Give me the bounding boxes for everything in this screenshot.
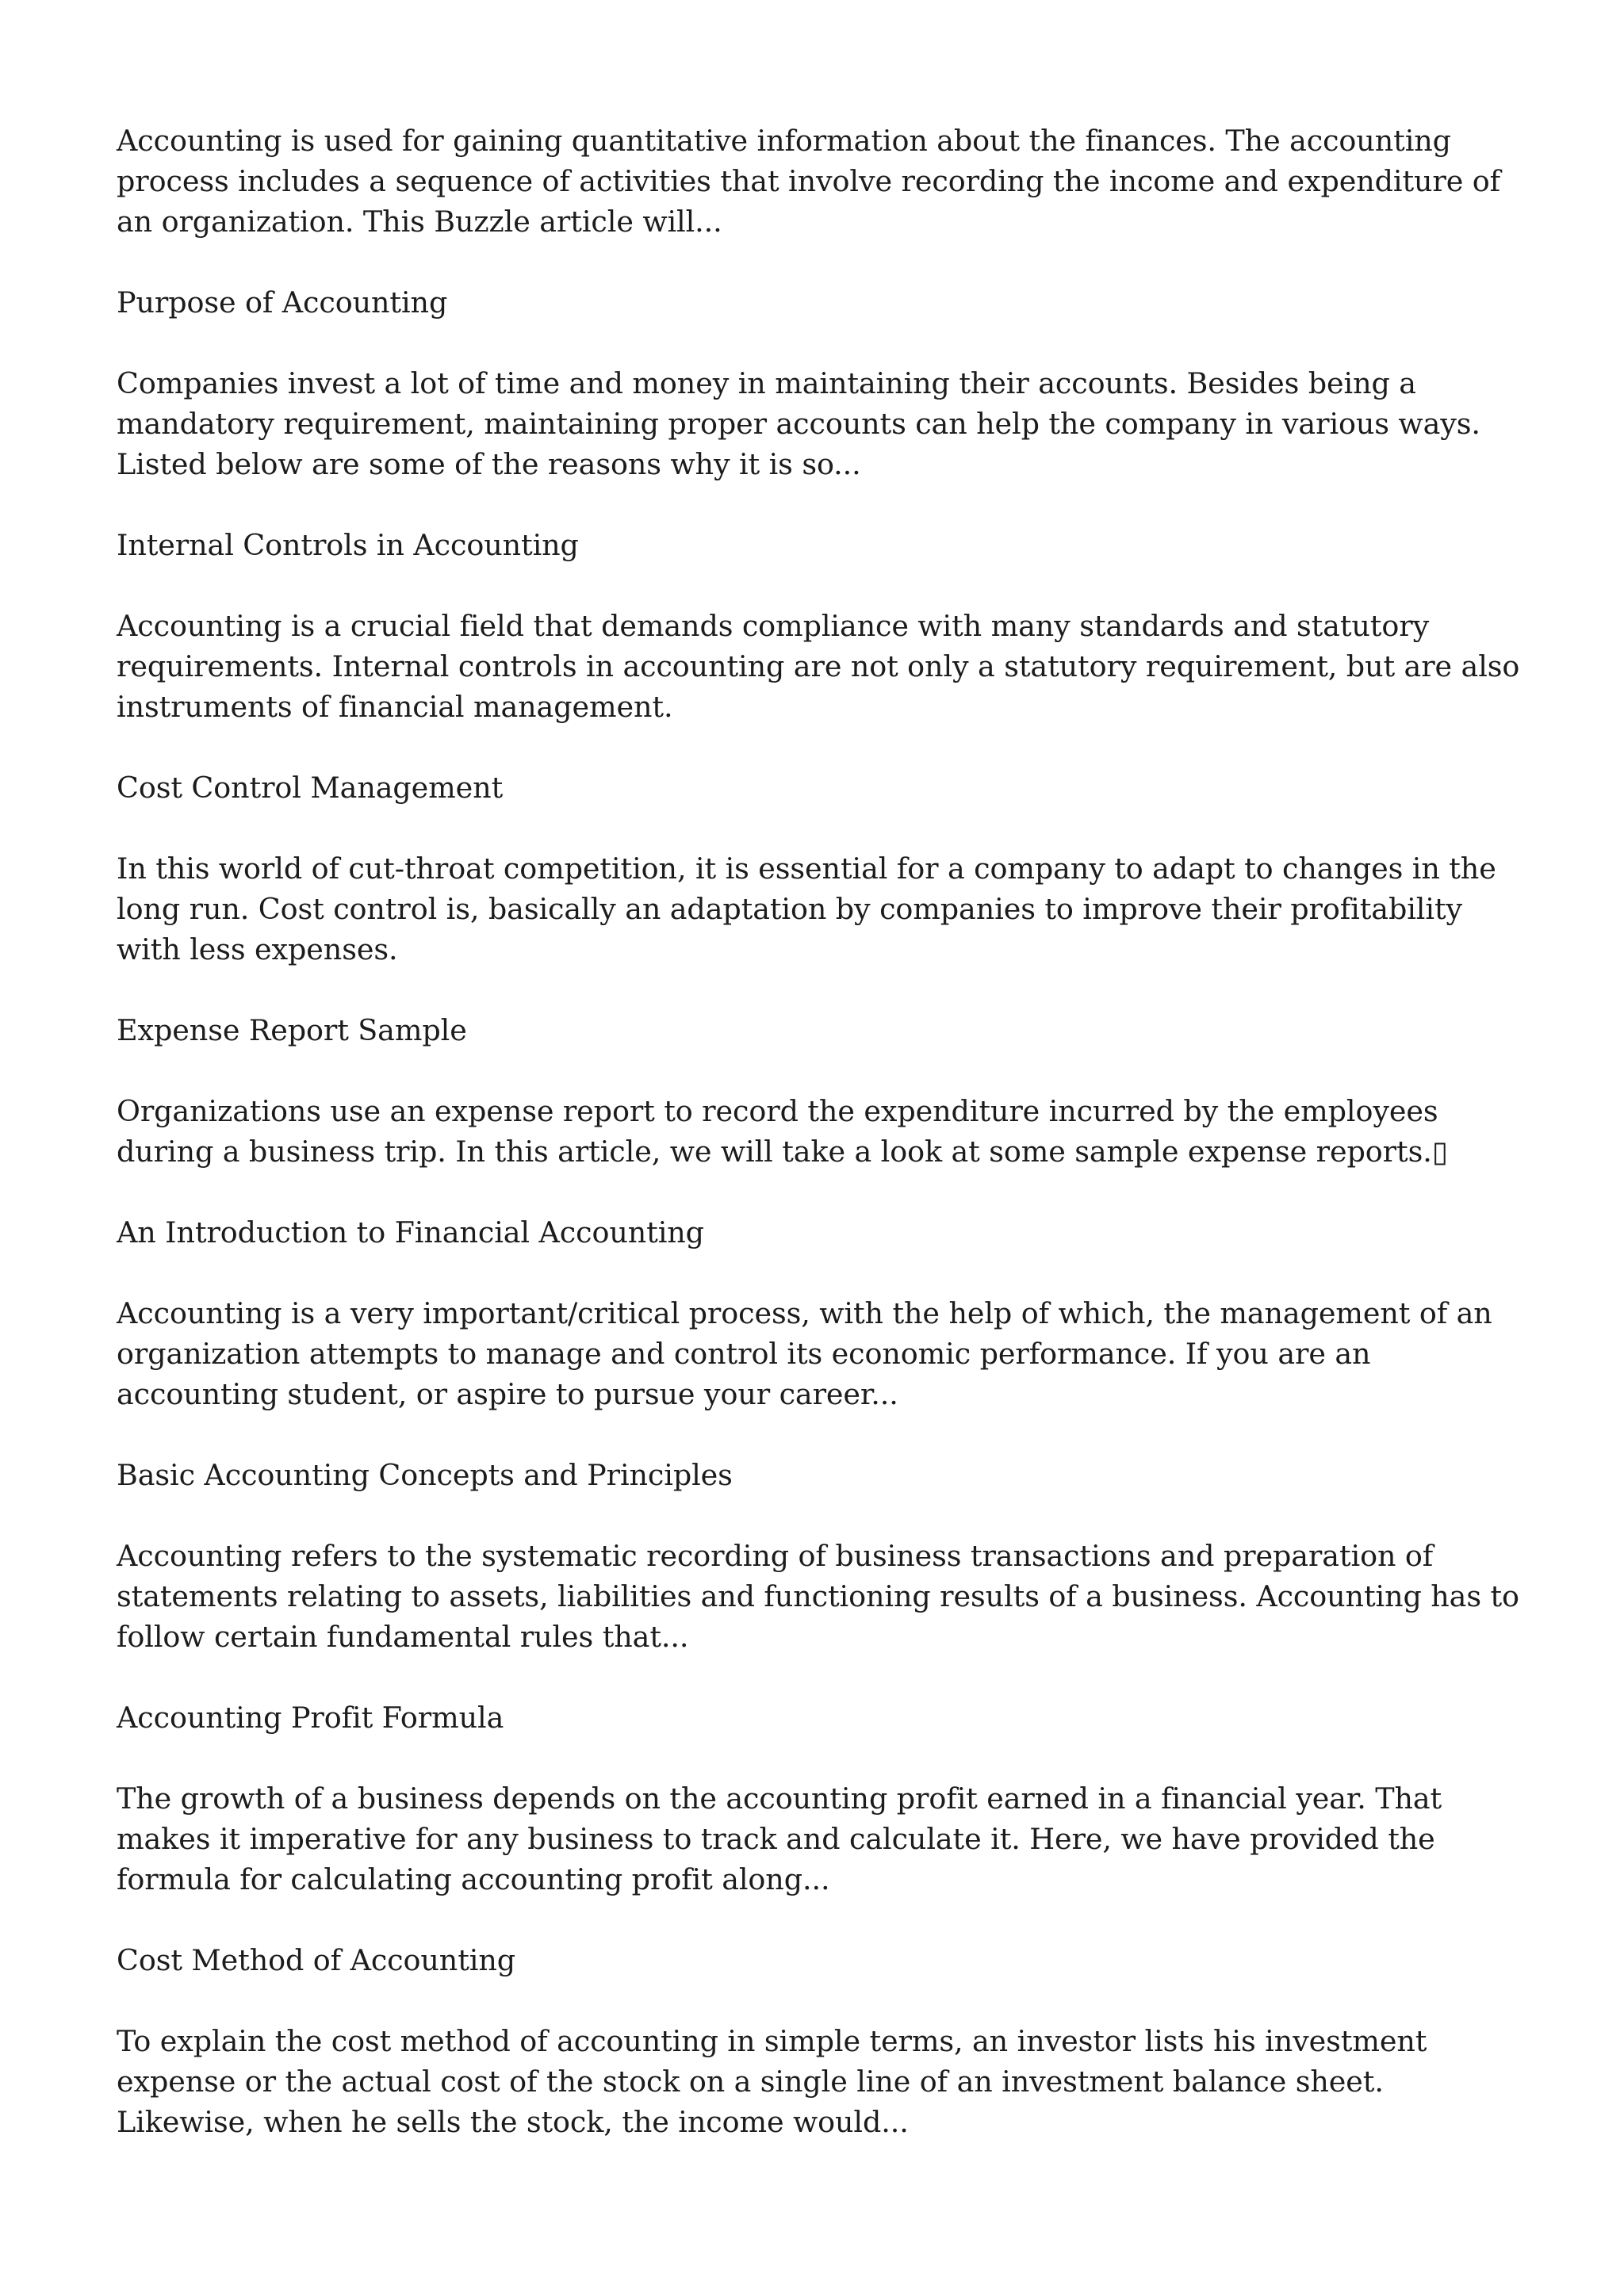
article-title-profit-formula: Accounting Profit Formula bbox=[117, 1701, 504, 1735]
article-title-financial-accounting: An Introduction to Financial Accounting bbox=[117, 1215, 704, 1249]
article-summary-cost-control: In this world of cut-throat competition, it is essential for a company to adapt to changes in the long run. Cost control is, basically an adaptation by companies to improve their profitability with less expenses. bbox=[117, 851, 1496, 966]
article-summary-profit-formula: The growth of a business depends on the accounting profit earned in a financial year. That makes it imperative for any business to track and calculate it. Here, we have provided the formula for calculating accounting profit along... bbox=[117, 1781, 1442, 1896]
intro-paragraph: Accounting is used for gaining quantitative information about the finances. The accounting process includes a sequence of activities that involve recording the income and expenditure of an organization. This Buzzle article will... bbox=[117, 124, 1501, 239]
article-summary-cost-method: To explain the cost method of accounting in simple terms, an investor lists his investment expense or the actual cost of the stock on a single line of an investment balance sheet. Likewise, when he sells the stock, the income would... bbox=[117, 2024, 1427, 2139]
article-summary-expense-report: Organizations use an expense report to record the expenditure incurred by the employees during a business trip. In this article, we will take a look at some sample expense reports.▯ bbox=[117, 1094, 1448, 1169]
article-summary-financial-accounting: Accounting is a very important/critical process, with the help of which, the management of an organization attempts to manage and control its economic performance. If you are an accounting student, or aspire to pursue your career... bbox=[117, 1296, 1492, 1411]
document-body bbox=[117, 121, 1528, 2183]
article-title-internal-controls: Internal Controls in Accounting bbox=[117, 528, 579, 562]
article-title-expense-report: Expense Report Sample bbox=[117, 1013, 467, 1047]
article-title-purpose: Purpose of Accounting bbox=[117, 285, 448, 320]
article-summary-purpose: Companies invest a lot of time and money in maintaining their accounts. Besides being a mandatory requirement, maintaining proper accounts can help the company in various ways. Listed below are some of the reasons why it is so... bbox=[117, 366, 1480, 481]
article-title-basic-concepts: Basic Accounting Concepts and Principles bbox=[117, 1458, 733, 1492]
article-title-cost-method: Cost Method of Accounting bbox=[117, 1943, 516, 1977]
article-summary-basic-concepts: Accounting refers to the systematic recording of business transactions and preparation of statements relating to assets, liabilities and functioning results of a business. Accounting has to follow certain fundamental rules that... bbox=[117, 1539, 1519, 1654]
article-title-cost-control: Cost Control Management bbox=[117, 771, 504, 805]
article-summary-internal-controls: Accounting is a crucial field that demands compliance with many standards and statutory requirements. Internal controls in accounting are not only a statutory requirement, but are also instruments of financial management. bbox=[117, 609, 1520, 724]
